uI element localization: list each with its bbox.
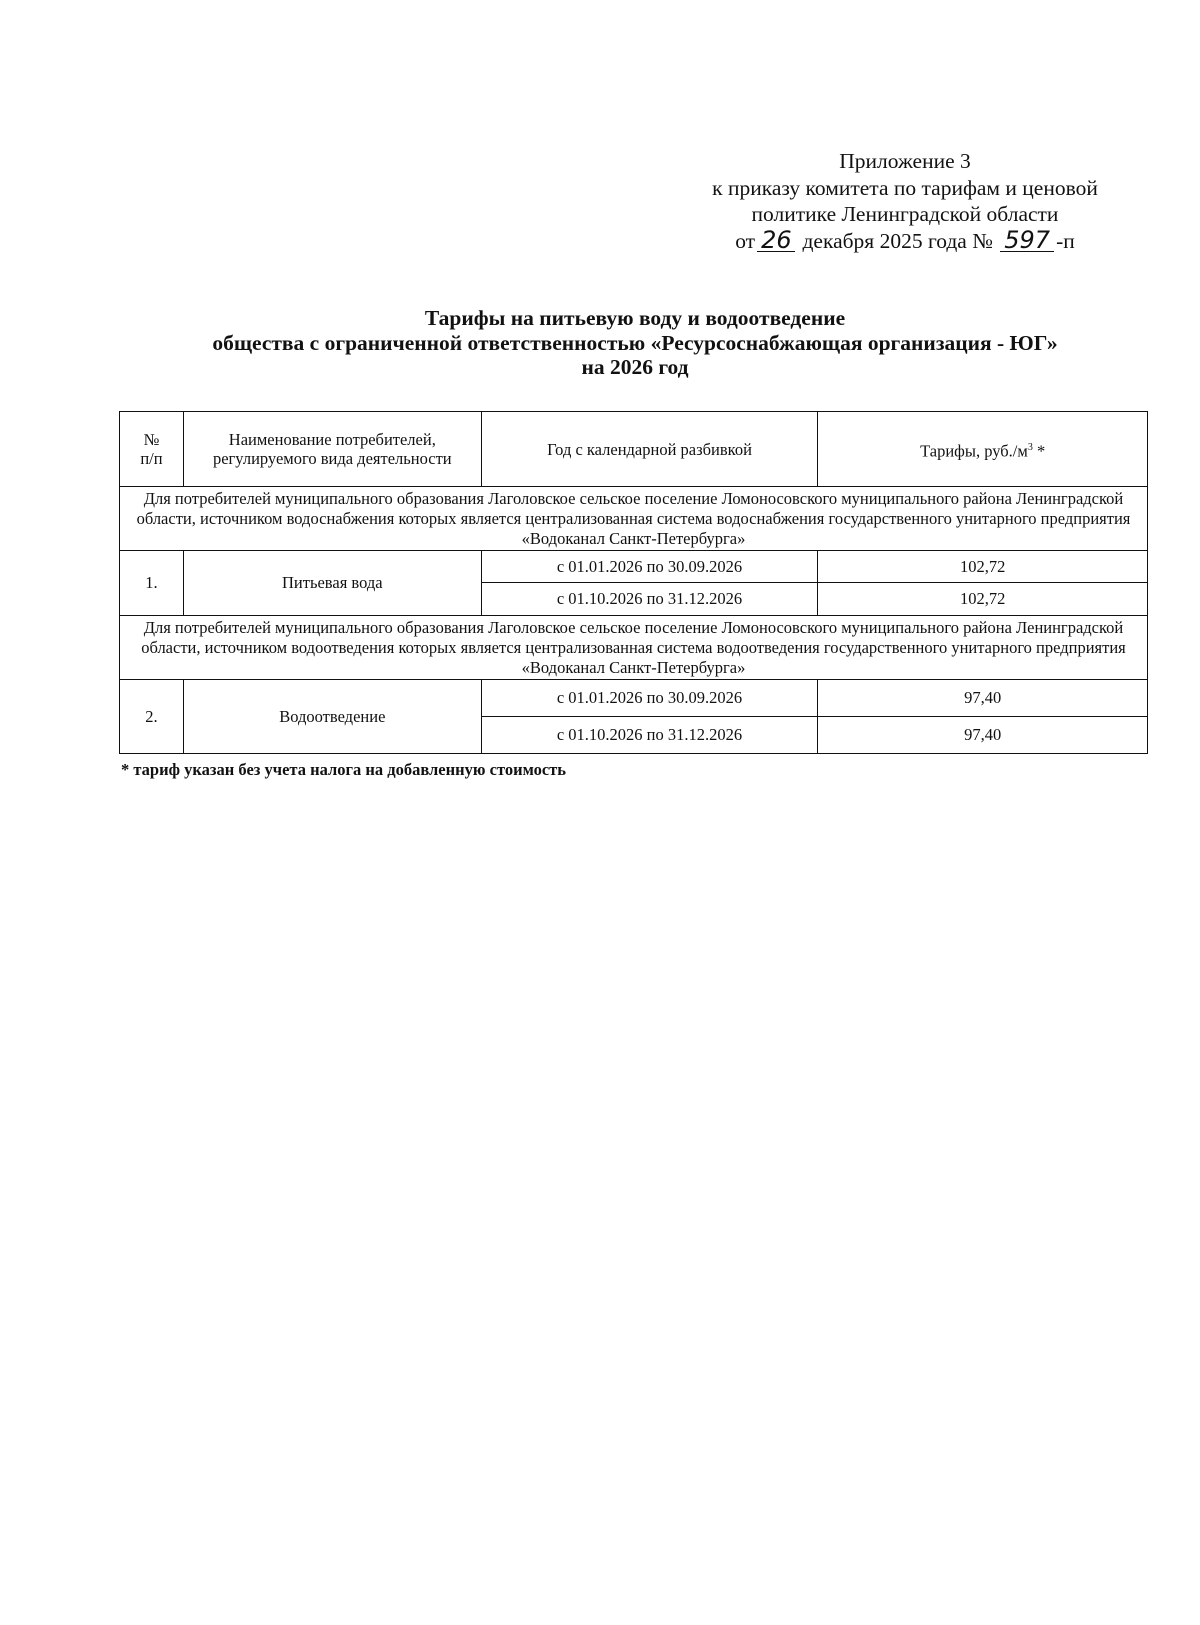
table-row bbox=[120, 551, 1148, 583]
group-row-2 bbox=[120, 616, 1148, 680]
group-description: Для потребителей муниципального образования Лаголовское сельское поселение Ломоносовского муниципального района Ленинградской области, источником водоснабжения которых является централизованная система водоснабжения государственного унитарного предприятия «Водоканал Санкт-Петербурга» bbox=[120, 487, 1148, 551]
appendix-date-line bbox=[680, 225, 1130, 255]
row-period: с 01.01.2026 по 30.09.2026 bbox=[481, 551, 818, 583]
date-middle: декабря 2025 года № bbox=[802, 228, 993, 253]
appendix-committee: политике Ленинградской области bbox=[751, 202, 1059, 226]
row-name: Питьевая вода bbox=[183, 551, 481, 616]
row-tariff: 102,72 bbox=[818, 583, 1148, 616]
row-name: Водоотведение bbox=[183, 680, 481, 754]
handwritten-day: 26 bbox=[757, 229, 795, 252]
row-tariff: 97,40 bbox=[818, 717, 1148, 754]
appendix-number: Приложение 3 bbox=[839, 149, 971, 173]
row-tariff: 102,72 bbox=[818, 551, 1148, 583]
appendix-order-ref: к приказу комитета по тарифам и ценовой bbox=[712, 175, 1098, 200]
title-line-1: Тарифы на питьевую воду и водоотведение bbox=[424, 306, 846, 330]
title-line-2: общества с ограниченной ответственностью «Ресурсоснабжающая организация - ЮГ» bbox=[212, 330, 1058, 355]
header-number: № п/п bbox=[120, 412, 184, 487]
order-suffix: -п bbox=[1056, 228, 1075, 253]
row-number: 2. bbox=[120, 680, 184, 754]
row-tariff: 97,40 bbox=[818, 680, 1148, 717]
date-prefix: от bbox=[735, 228, 756, 253]
header-name: Наименование потребителей, регулируемого вида деятельности bbox=[183, 412, 481, 487]
row-number: 1. bbox=[120, 551, 184, 616]
table-header-row bbox=[120, 412, 1148, 487]
appendix-header bbox=[680, 148, 1130, 254]
header-tariff: Тарифы, $руб./м^3$ * bbox=[818, 412, 1148, 487]
tariffs-table bbox=[119, 411, 1148, 754]
handwritten-order-number: 597 bbox=[1000, 229, 1054, 252]
row-period: с 01.10.2026 по 31.12.2026 bbox=[481, 583, 818, 616]
footnote: * тариф указан без учета налога на добавленную стоимость bbox=[121, 760, 567, 779]
table-row bbox=[120, 680, 1148, 717]
title-line-3: на 2026 год bbox=[581, 355, 689, 379]
group-row-1 bbox=[120, 487, 1148, 551]
header-period: Год с календарной разбивкой bbox=[481, 412, 818, 487]
group-description: Для потребителей муниципального образования Лаголовское сельское поселение Ломоносовского муниципального района Ленинградской области, источником водоотведения которых является централизованная система водоотведения государственного унитарного предприятия «Водоканал Санкт-Петербурга» bbox=[120, 616, 1148, 680]
document-title bbox=[60, 306, 1200, 380]
row-period: с 01.01.2026 по 30.09.2026 bbox=[481, 680, 818, 717]
row-period: с 01.10.2026 по 31.12.2026 bbox=[481, 717, 818, 754]
